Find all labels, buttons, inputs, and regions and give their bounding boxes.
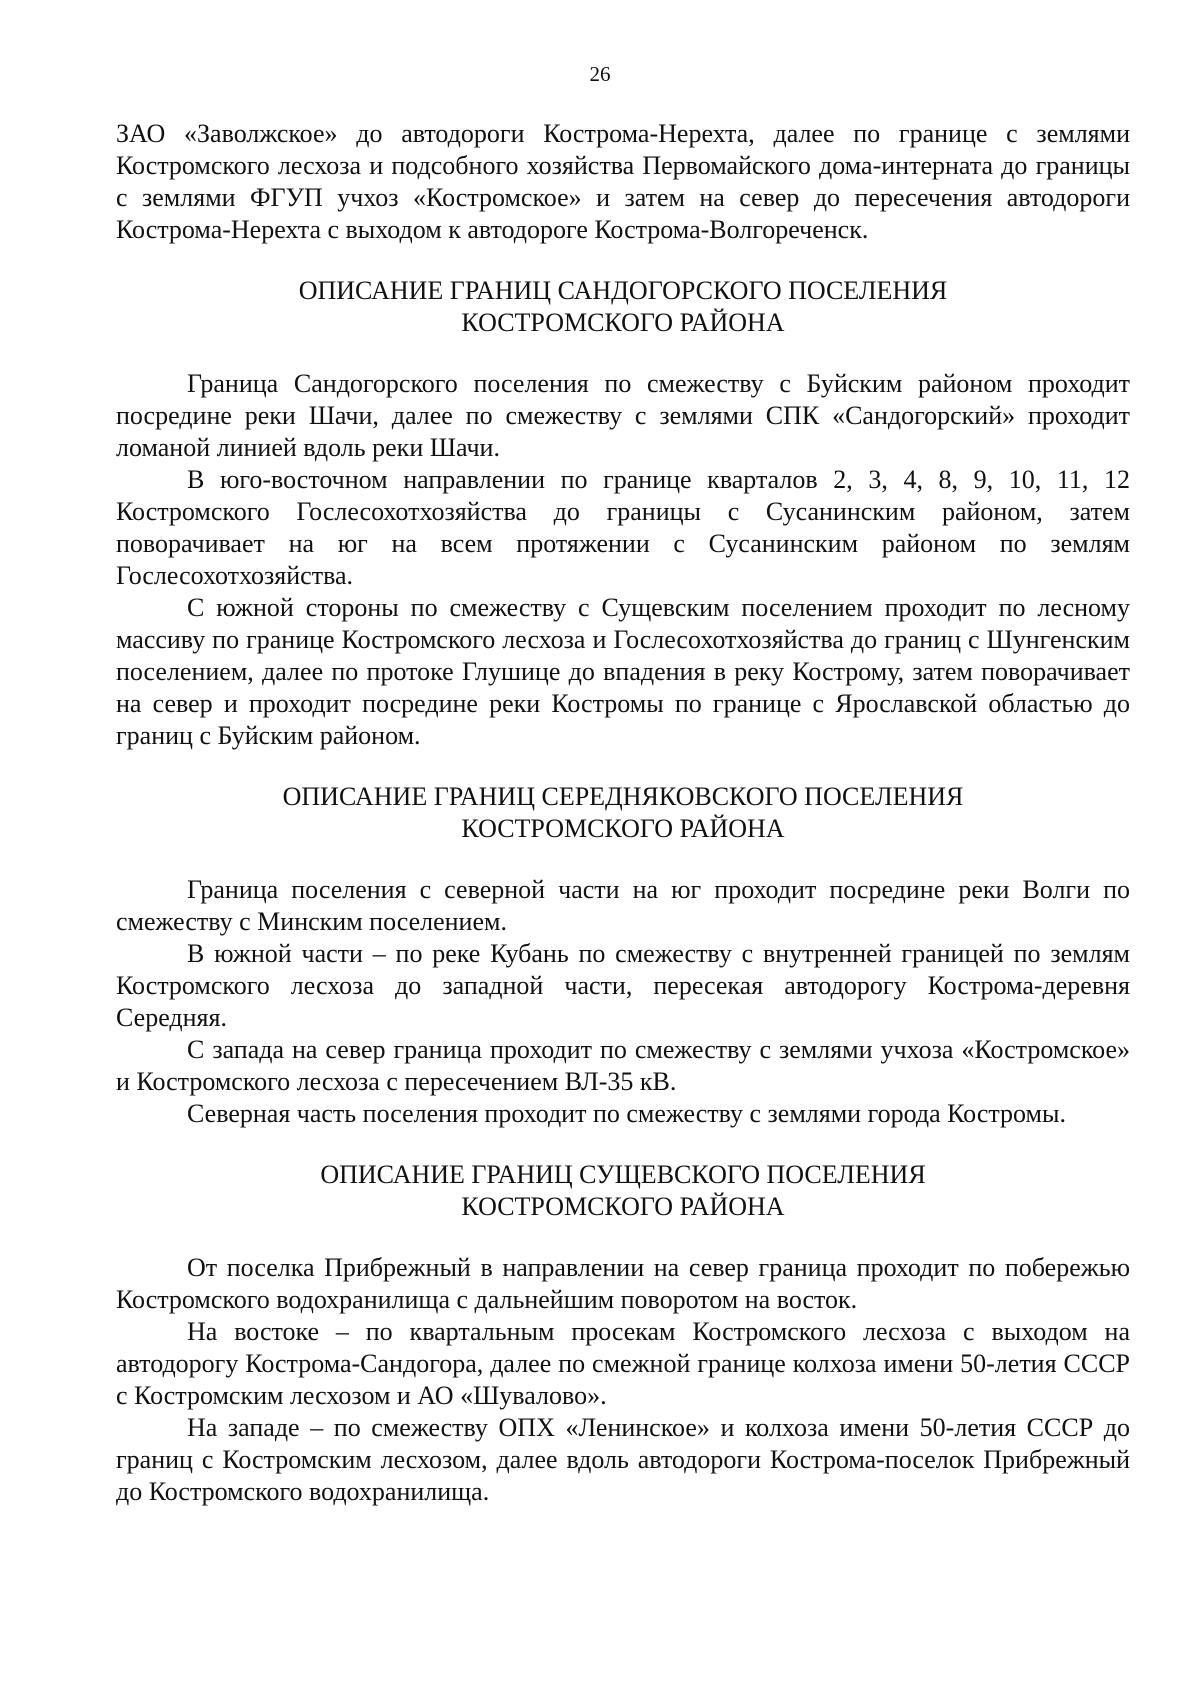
paragraph: В южной части – по реке Кубань по смежеству с внутренней границей по землям Костромского лесхоза до западной части, пересекая автодорогу Кострома-деревня Середняя. [116,939,1130,1032]
section-heading-line: КОСТРОМСКОГО РАЙОНА [461,814,785,843]
paragraph: На востоке – по квартальным просекам Костромского лесхоза с выходом на автодорогу Кострома-Сандогора, далее по смежной границе колхоза имени 50-летия СССР с Костромским лесхозом и АО «Шувалово». [116,1317,1130,1410]
section-heading-line: ОПИСАНИЕ ГРАНИЦ СУЩЕВСКОГО ПОСЕЛЕНИЯ [320,1160,926,1189]
intro-paragraph: ЗАО «Заволжское» до автодороги Кострома-Нерехта, далее по границе с землями Костромского лесхоза и подсобного хозяйства Первомайского дома-интерната до границы с землями ФГУП учхоз «Костромское» и затем на север до пересечения автодороги Кострома-Нерехта с выходом к автодороге Кострома-Волгореченск. [116,119,1130,244]
section-heading-sandogorsk [116,275,1130,339]
paragraph: С южной стороны по смежеству с Сущевским поселением проходит по лесному массиву по границе Костромского лесхоза и Гослесохотхозяйства до границ с Шунгенским поселением, далее по протоке Глушице до впадения в реку Кострому, затем поворачивает на север и проходит посредине реки Костромы по границе с Ярославской областью до границ с Буйским районом. [116,593,1130,750]
page-number: 26 [589,62,611,86]
section-heading-serednyakovo [116,781,1130,845]
section-heading-sushchevo [116,1159,1130,1223]
paragraph: Граница поселения с северной части на юг проходит посредине реки Волги по смежеству с Минским поселением. [116,875,1130,936]
document-body [116,118,1130,1508]
section-heading-line: КОСТРОМСКОГО РАЙОНА [461,308,785,337]
paragraph: Граница Сандогорского поселения по смежеству с Буйским районом проходит посредине реки Шачи, далее по смежеству с землями СПК «Сандогорский» проходит ломаной линией вдоль реки Шачи. [116,369,1130,462]
section-heading-line: ОПИСАНИЕ ГРАНИЦ СЕРЕДНЯКОВСКОГО ПОСЕЛЕНИЯ [282,782,964,811]
section-heading-line: ОПИСАНИЕ ГРАНИЦ САНДОГОРСКОГО ПОСЕЛЕНИЯ [298,276,948,305]
section-heading-line: КОСТРОМСКОГО РАЙОНА [461,1192,785,1221]
paragraph: От поселка Прибрежный в направлении на север граница проходит по побережью Костромского водохранилища с дальнейшим поворотом на восток. [116,1253,1130,1314]
paragraph: С запада на север граница проходит по смежеству с землями учхоза «Костромское» и Костромского лесхоза с пересечением ВЛ-35 кВ. [116,1035,1130,1096]
paragraph: Северная часть поселения проходит по смежеству с землями города Костромы. [187,1099,1066,1128]
paragraph: На западе – по смежеству ОПХ «Ленинское» и колхоза имени 50-летия СССР до границ с Костромским лесхозом, далее вдоль автодороги Кострома-поселок Прибрежный до Костромского водохранилища. [116,1413,1130,1506]
paragraph: В юго-восточном направлении по границе кварталов 2, 3, 4, 8, 9, 10, 11, 12 Костромского Гослесохотхозяйства до границы с Сусанинским районом, затем поворачивает на юг на всем протяжении с Сусанинским районом по землям Гослесохотхозяйства. [116,465,1130,590]
